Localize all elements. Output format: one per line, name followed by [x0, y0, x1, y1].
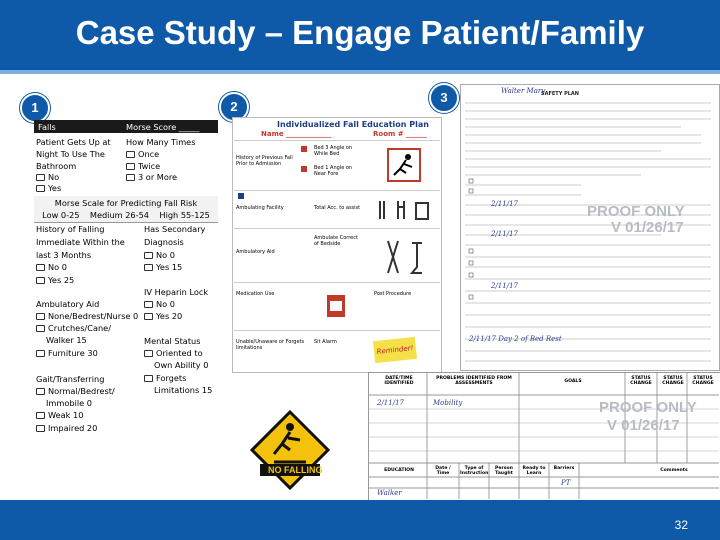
iv-label: IV Heparin Lock: [144, 287, 209, 297]
checkbox-icon: [36, 313, 45, 320]
safety-plan-label: SAFETY PLAN: [541, 91, 579, 97]
checkbox-icon: [144, 350, 153, 357]
edu-col-barriers: Barriers: [553, 466, 575, 471]
gait-option-normal[interactable]: Normal/Bedrest/: [36, 386, 115, 396]
secondary-option-yes[interactable]: Yes 15: [144, 262, 182, 272]
checkbox-icon: [36, 388, 45, 395]
checkbox-icon: [36, 412, 45, 419]
morse-scale-form: [34, 120, 218, 438]
ambulatory-option-none[interactable]: None/Bedrest/Nurse 0: [36, 311, 138, 321]
gait-title: Gait/Transferring: [36, 374, 105, 384]
proof-watermark-3: PROOF ONLY: [599, 399, 697, 416]
q2-option-once[interactable]: Once: [126, 149, 159, 159]
proof-watermark-2: V 01/26/17: [611, 219, 684, 236]
col-status-1: STATUS CHANGE: [630, 376, 652, 386]
mental-option-oriented[interactable]: Oriented to: [144, 348, 203, 358]
col-problems: PROBLEMS IDENTIFIED FROM ASSESSMENTS: [436, 376, 512, 386]
step-badge-1: 1: [20, 93, 50, 123]
checkbox-icon: [36, 350, 45, 357]
handwritten-date-1: 2/11/17: [491, 200, 518, 208]
gait-option-immobile: Immobile 0: [46, 398, 92, 408]
no-falling-sign: [250, 410, 330, 495]
ambulatory-option-walker: Walker 15: [46, 335, 87, 345]
plan-row-ambulating: Ambulating Facility Total Acc. to assist: [234, 190, 440, 229]
hw-date: 2/11/17: [377, 399, 404, 407]
history-line3: last 3 Months: [36, 250, 92, 260]
handwritten-date-2: 2/11/17: [491, 230, 518, 238]
morse-risk-scale: [34, 196, 218, 223]
handwritten-date-3: 2/11/17: [491, 282, 518, 290]
q1-option-no[interactable]: No: [36, 172, 59, 182]
history-line1: History of Falling: [36, 224, 105, 234]
checkbox-icon: [144, 252, 153, 259]
mental-option-limitations: Limitations 15: [154, 385, 213, 395]
problems-goals-table: [368, 372, 720, 502]
plan-row-history: History of Previous Fall Prior to Admission Bed 3 Angle on While Bed Bed 1 Angle on Near Fore: [234, 140, 440, 191]
secondary-line1: Has Secondary: [144, 224, 206, 234]
plan-title: Individualized Fall Education Plan: [277, 120, 429, 129]
ambulatory-title: Ambulatory Aid: [36, 299, 100, 309]
form-header: [34, 120, 218, 133]
ambulatory-option-furniture[interactable]: Furniture 30: [36, 348, 98, 358]
edu-col-date: Date / Time: [435, 466, 451, 476]
rx-bottle-icon: [324, 293, 348, 319]
handwritten-name: Walter Mary: [501, 87, 546, 95]
checkbox-icon: [144, 264, 153, 271]
safety-plan-document: [460, 84, 720, 371]
page-number: 32: [674, 518, 688, 532]
hw-pt: PT: [561, 479, 571, 487]
reminder-note: Reminder!: [373, 337, 417, 363]
morse-score-header: Morse Score _____: [126, 122, 200, 132]
edu-col-person: Person Taught: [495, 466, 513, 476]
checkbox-icon: [126, 151, 135, 158]
col-status-3: STATUS CHANGE: [692, 376, 714, 386]
edu-col-education: EDUCATION: [384, 468, 414, 473]
col-status-2: STATUS CHANGE: [662, 376, 684, 386]
checkbox-icon: [36, 185, 45, 192]
checkbox-icon: [144, 301, 153, 308]
step-badge-2: 2: [219, 92, 249, 122]
edu-col-comments: Comments: [660, 468, 688, 473]
step-badge-3: 3: [429, 83, 459, 113]
plan-row-unaware: Unable/Unaware or Forgets limitations Sit Alarm Reminder!: [234, 330, 440, 371]
col-goals: GOALS: [564, 379, 582, 384]
checkbox-icon: [126, 163, 135, 170]
checkbox-icon: [126, 174, 135, 181]
scale-values: Low 0-25 Medium 26-54 High 55-125: [42, 210, 210, 220]
mental-option-own-ability: Own Ability 0: [154, 360, 209, 370]
table-grid: [369, 373, 719, 499]
slide-title: Case Study – Engage Patient/Family: [75, 14, 645, 51]
plan-row-medication: Medication Use Post Procedure: [234, 282, 440, 331]
hw-walker: Walker: [377, 489, 402, 497]
plan-row-aid: Ambulatory Aid Ambulate Correct of Bedside: [234, 228, 440, 283]
secondary-option-no[interactable]: No 0: [144, 250, 175, 260]
mobility-aids-icon: [374, 197, 436, 225]
checkbox-icon: [36, 277, 45, 284]
iv-option-yes[interactable]: Yes 20: [144, 311, 182, 321]
edu-col-type: Type of Instruction: [460, 466, 489, 476]
fall-education-plan: [232, 117, 442, 373]
checkbox-icon: [144, 313, 153, 320]
q2-label: How Many Times: [126, 137, 196, 147]
checkbox-icon: [36, 425, 45, 432]
proof-watermark-4: V 01/26/17: [607, 417, 680, 434]
col-date-identified: DATE/TIME IDENTIFIED: [384, 376, 414, 386]
history-option-yes[interactable]: Yes 25: [36, 275, 74, 285]
crutch-icon: [382, 237, 430, 277]
plan-name-field: Name _____________: [261, 130, 332, 138]
q1-option-yes[interactable]: Yes: [36, 183, 61, 193]
ambulatory-option-crutches[interactable]: Crutches/Cane/: [36, 323, 111, 333]
iv-option-no[interactable]: No 0: [144, 299, 175, 309]
q1-line1: Patient Gets Up at: [36, 137, 111, 147]
gait-option-impaired[interactable]: Impaired 20: [36, 423, 97, 433]
q2-option-3-or-more[interactable]: 3 or More: [126, 172, 177, 182]
plan-room-field: Room # ______: [373, 130, 428, 138]
secondary-line2: Diagnosis: [144, 237, 184, 247]
edu-col-ready: Ready to Learn: [522, 466, 546, 476]
handwritten-note: 2/11/17 Day 2 of Bed Rest: [469, 335, 562, 343]
checkbox-icon: [36, 264, 45, 271]
hw-mobility: Mobility: [433, 399, 463, 407]
falls-header: Falls: [38, 122, 56, 132]
title-underline: [0, 70, 720, 74]
checkbox-icon: [144, 375, 153, 382]
q1-line3: Bathroom: [36, 161, 77, 171]
no-falling-icon: [250, 410, 330, 490]
mental-title: Mental Status: [144, 336, 201, 346]
footer-bar: [0, 500, 720, 540]
q1-line2: Night To Use The: [36, 149, 105, 159]
gait-option-weak[interactable]: Weak 10: [36, 410, 83, 420]
history-option-no[interactable]: No 0: [36, 262, 67, 272]
checkbox-icon: [36, 325, 45, 332]
no-falling-text: NO FALLING: [268, 465, 323, 475]
q2-option-twice[interactable]: Twice: [126, 161, 160, 171]
mental-option-forgets[interactable]: Forgets: [144, 373, 186, 383]
history-line2: Immediate Within the: [36, 237, 125, 247]
scale-title: Morse Scale for Predicting Fall Risk: [54, 198, 198, 208]
checkbox-icon: [36, 174, 45, 181]
proof-watermark-1: PROOF ONLY: [587, 203, 685, 220]
fall-figure-icon: [384, 147, 424, 185]
